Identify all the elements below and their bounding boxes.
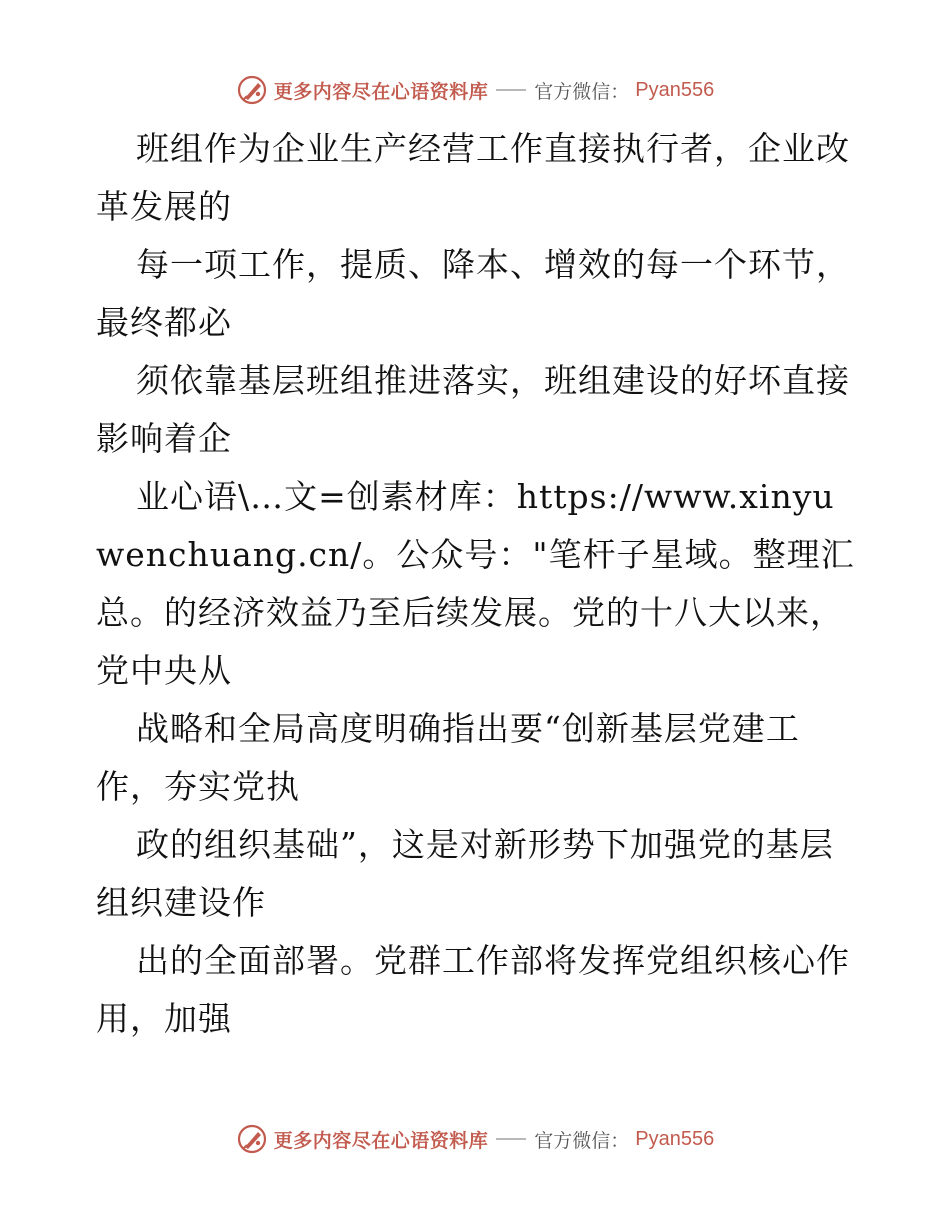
paragraph-6: 政的组织基础”，这是对新形势下加强党的基层组织建设作 <box>96 825 834 922</box>
header-brand-text: 更多内容尽在心语资料库 <box>273 80 489 103</box>
footer-separator <box>496 1138 526 1140</box>
paragraph-1: 班组作为企业生产经营工作直接执行者，企业改革发展的 <box>96 129 850 226</box>
header-separator <box>496 89 526 91</box>
header-official-label: 官方微信： <box>534 80 630 103</box>
footer-wechat-id: Pyan556 <box>635 1127 715 1150</box>
paragraph-3: 须依靠基层班组推进落实，班组建设的好坏直接影响着企 <box>96 361 850 458</box>
footer-official-label: 官方微信： <box>534 1129 630 1152</box>
header-wechat-id: Pyan556 <box>635 78 715 101</box>
footer-brand-text: 更多内容尽在心语资料库 <box>273 1129 489 1152</box>
paragraph-7: 出的全面部署。党群工作部将发挥党组织核心作用，加强 <box>96 941 850 1038</box>
footer-banner <box>0 1119 950 1159</box>
quill-pen-logo-icon <box>236 74 268 106</box>
paragraph-5: 战略和全局高度明确指出要“创新基层党建工作，夯实党执 <box>96 709 800 806</box>
header-banner <box>0 70 950 110</box>
document-body <box>96 120 856 1048</box>
paragraph-2: 每一项工作，提质、降本、增效的每一个环节，最终都必 <box>96 245 850 342</box>
paragraph-4: 业心语\…文=创素材库：https://www.xinyuwenchuang.cn/。公众号："笔杆子星域。整理汇总。的经济效益乃至后续发展。党的十八大以来，党中央从 <box>96 477 855 690</box>
quill-pen-logo-icon <box>236 1123 268 1155</box>
